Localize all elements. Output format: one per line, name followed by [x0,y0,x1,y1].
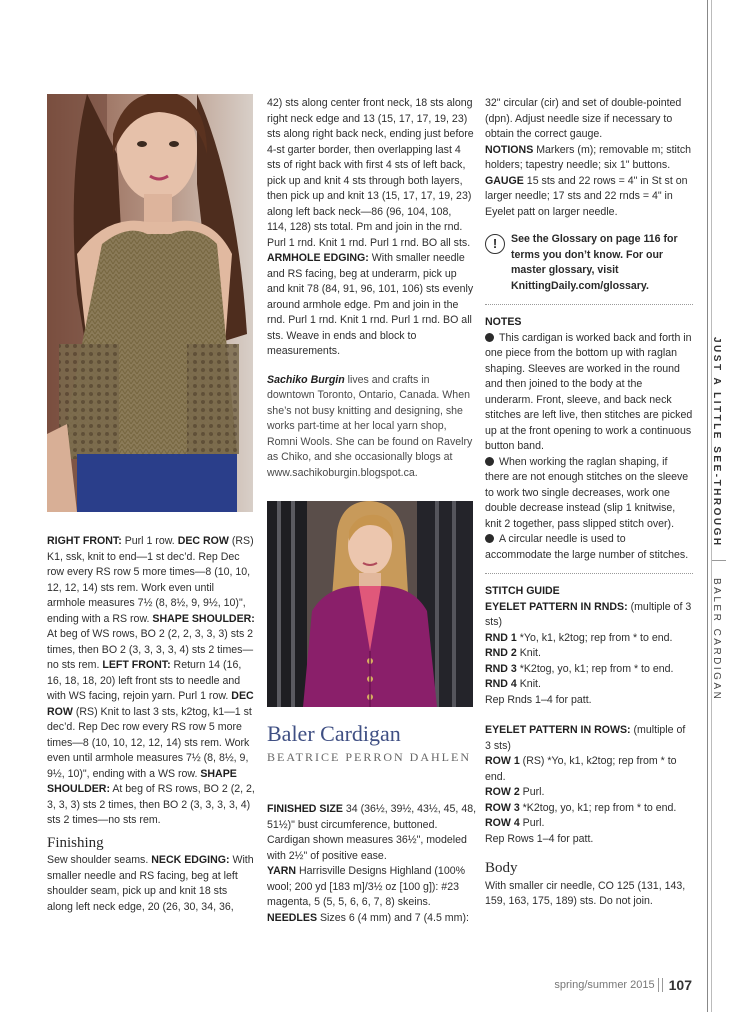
tank-top-photo [47,94,253,512]
eyelet-rnd-row [485,631,693,647]
row-label: ROW 2 [485,786,520,798]
gauge [485,174,693,221]
dec-row-label: DEC ROW [47,690,254,718]
text-run: Return 14 (16, 16, 18, 18, 20) left front sts to needle and with WS facing, rejoin yarn. Purl 1 row. [47,659,242,702]
gauge-text: 15 sts and 22 rows = 4" in St st on larger needle; 17 sts and 22 rnds = 4" in Eyelet patt on larger needle. [485,174,688,218]
row-text: (RS) *Yo, k1, k2tog; rep from * to end. [485,755,677,783]
dotted-divider [485,573,693,574]
stitch-guide-heading-text: STITCH GUIDE [485,585,560,597]
eyelet-rows-title [485,723,693,754]
dec-row-label: DEC ROW [177,535,229,547]
text-run: Sew shoulder seams. [47,854,152,866]
notions [485,143,693,174]
eyelet-row-1 [485,754,693,785]
yarn-label: YARN [267,865,297,877]
text-run: With smaller needle and RS facing, beg at underarm, pick up and knit 78 (84, 91, 96, 101, 106) sts evenly around armhole edge. Pm and join in the rnd. Purl 1 rnd. Knit 1 rnd. Purl 1 rnd. BO all sts. Weave in ends and block to measurements. [267,252,474,357]
sidebar-pattern-label: BALER CARDIGAN [711,578,722,702]
page-number: 107 [668,977,692,993]
text-run: (RS) K1, ssk, knit to end—1 st dec’d. Rep Dec row every RS row 5 more times—8 (10, 10, 12, 12, 14) sts rem. Work even until armhole measures 7½ (8, 8½, 9, 9½, 10)", ending with a RS row. [47,535,254,625]
eyelet-row-4 [485,816,693,832]
row-text: *K2tog, yo, k1; rep from * to end. [519,801,677,814]
right-front-label: RIGHT FRONT: [47,535,122,547]
designer-bio [267,373,474,482]
dotted-divider [485,304,693,305]
rnd-label: RND 4 [485,678,517,690]
pattern-specs [267,802,477,926]
text-run: At beg of WS rows, BO 2 (2, 2, 3, 3, 3) sts 2 times, then BO 2 (3, 3, 3, 3, 4) sts 2 times—no sts rem. [47,628,254,671]
text-run: (RS) Knit to last 3 sts, k2tog, k1—1 st dec’d. Rep Dec row every RS row 5 more times—8 (10, 10, 12, 12, 14) sts rem. Work even until armhole measures 7½ (8, 8½, 9, 9½, 10)", ending with a WS row. [47,705,252,780]
sidebar-separator [712,560,726,561]
finishing-heading: Finishing [47,834,104,851]
row-label: ROW 4 [485,817,520,829]
note-item [485,532,693,563]
finished-size [267,802,477,864]
needles-text: Sizes 6 (4 mm) and 7 (4.5 mm): [317,911,469,924]
eyelet-rnds-text: (multiple of 3 sts) [485,600,692,628]
row-text: Purl. [519,786,545,798]
eyelet-rnds-repeat: Rep Rnds 1–4 for patt. [485,693,592,706]
gauge-label: GAUGE [485,174,524,187]
rnd-text: Knit. [516,647,541,659]
note-item [485,455,693,533]
page-footer [554,977,692,993]
eyelet-rows-label: EYELET PATTERN IN ROWS: [485,724,631,736]
info-icon: ! [485,234,505,254]
text-run: With smaller needle and RS facing, beg at left shoulder seam, pick up and knit 18 sts along left neck edge, 20 (26, 30, 34, 36, [47,854,254,913]
eyelet-rows-repeat: Rep Rows 1–4 for patt. [485,832,594,845]
eyelet-rows-text: (multiple of 3 sts) [485,724,686,752]
designer-name: BEATRICE PERRON DAHLEN [267,750,472,764]
eyelet-rnds-title [485,600,693,631]
column-middle [267,96,474,481]
shape-shoulder-label: SHAPE SHOULDER: [47,767,237,795]
bio-text: lives and crafts in downtown Toronto, Ontario, Canada. When she’s not busy knitting and designing, she works part-time at her local yarn shop, Romni Wools. She can be found on Ravelry as Chiko, and she occasionally blogs at www.sachikoburgin.blogspot.ca. [267,373,473,479]
eyelet-row-2 [485,785,693,801]
finished-size-label: FINISHED SIZE [267,803,343,815]
footer-divider [662,978,663,992]
sidebar-rule [707,0,708,1012]
sidebar-section-label: JUST A LITTLE SEE-THROUGH [711,337,722,548]
notes-heading-text: NOTES [485,316,522,328]
rnd-text: Knit. [516,678,541,690]
eyelet-rnd-row [485,646,693,662]
rnd-label: RND 2 [485,647,517,659]
issue-label: spring/summer 2015 [554,979,655,991]
neck-edging-label: NECK EDGING: [151,854,230,866]
stitch-guide-heading [485,584,693,600]
finishing-continued-paragraph [267,96,474,360]
bio-name: Sachiko Burgin [267,373,345,386]
notions-label: NOTIONS [485,143,534,156]
pattern-header [267,720,477,765]
needles-label: NEEDLES [267,911,318,924]
body-heading: Body [485,860,518,876]
bullet-icon [485,534,494,543]
yarn [267,864,477,911]
glossary-callout [485,232,693,294]
finishing-paragraph [47,853,255,915]
eyelet-rnd-row [485,677,693,693]
column-left [47,534,255,915]
row-label: ROW 3 [485,801,520,814]
bullet-icon [485,457,494,466]
footer-divider [658,978,659,992]
column-right [485,96,693,910]
pattern-title: Baler Cardigan [267,721,401,746]
note-text: This cardigan is worked back and forth in one piece from the bottom up with raglan shaping. Sleeves are worked in the round and then joined to the body at the underarm. Front, sleeve, and back neck stitches are left live, then stitches are picked up at the front opening to work a continuous button band. [485,331,693,452]
yarn-text: Harrisville Designs Highland (100% wool; 200 yd [183 m]/3½ oz [100 g]): #23 magenta, 5 (5, 5, 6, 6, 7, 8) skeins. [267,865,466,908]
text-run: 42) sts along center front neck, 18 sts along right neck edge and 13 (15, 17, 17, 19, 23) sts along right back neck, ending just before 4-st garter border, then overlapping last 4 sts of right back with first 4 sts of left back, pick up and knit 4 sts through both layers, then pick up and knit 13 (15, 17, 17, 19, 23) along left back neck—86 (96, 104, 108, 114, 128) sts total. Pm and join in the rnd. Purl 1 rnd. Knit 1 rnd. Purl 1 rnd. BO all sts. [267,97,474,249]
note-text: When working the raglan shaping, if there are not enough stitches on the sleeve to work two single decreases, work one double decrease instead (slip 1 knitwise, knit 2 together, pass slipped stitch over). [485,455,689,530]
needles-continued: 32" circular (cir) and set of double-pointed (dpn). Adjust needle size if necessary to obtain the correct gauge. [485,97,682,140]
note-text: A circular needle is used to accommodate the large number of stitches. [485,533,689,561]
eyelet-rnd-row [485,662,693,678]
row-text: Purl. [519,817,545,829]
armhole-edging-label: ARMHOLE EDGING: [267,252,369,264]
eyelet-rnds-label: EYELET PATTERN IN RNDS: [485,600,628,613]
row-label: ROW 1 [485,755,520,767]
cardigan-photo [267,501,473,707]
right-front-paragraph [47,534,255,829]
body-paragraph: With smaller cir needle, CO 125 (131, 143, 159, 163, 175, 189) sts. Do not join. [485,879,686,907]
rnd-text: *K2tog, yo, k1; rep from * to end. [516,662,674,675]
text-run: Purl 1 row. [121,535,178,547]
left-front-label: LEFT FRONT: [102,659,171,671]
eyelet-row-3 [485,801,693,817]
glossary-text: See the Glossary on page 116 for terms you don’t know. For our master glossary, visit KnittingDaily.com/glossary. [511,233,678,292]
needles [267,911,477,927]
notions-text: Markers (m); removable m; stitch holders; tapestry needle; six 1" buttons. [485,143,692,171]
notes-heading [485,315,693,331]
rnd-label: RND 1 [485,631,517,644]
bullet-icon [485,333,494,342]
text-run: At beg of RS rows, BO 2 (2, 2, 3, 3, 3) sts 2 times, then BO 2 (3, 3, 3, 3, 4) sts 2 times—no sts rem. [47,783,255,826]
note-item [485,331,693,455]
rnd-label: RND 3 [485,662,517,675]
shape-shoulder-label: SHAPE SHOULDER: [152,612,255,625]
finished-size-text: 34 (36½, 39½, 43½, 45, 48, 51½)" bust circumference, buttoned. Cardigan shown measures 36½", modeled with 2½" of positive ease. [267,803,477,862]
rnd-text: *Yo, k1, k2tog; rep from * to end. [516,631,673,644]
